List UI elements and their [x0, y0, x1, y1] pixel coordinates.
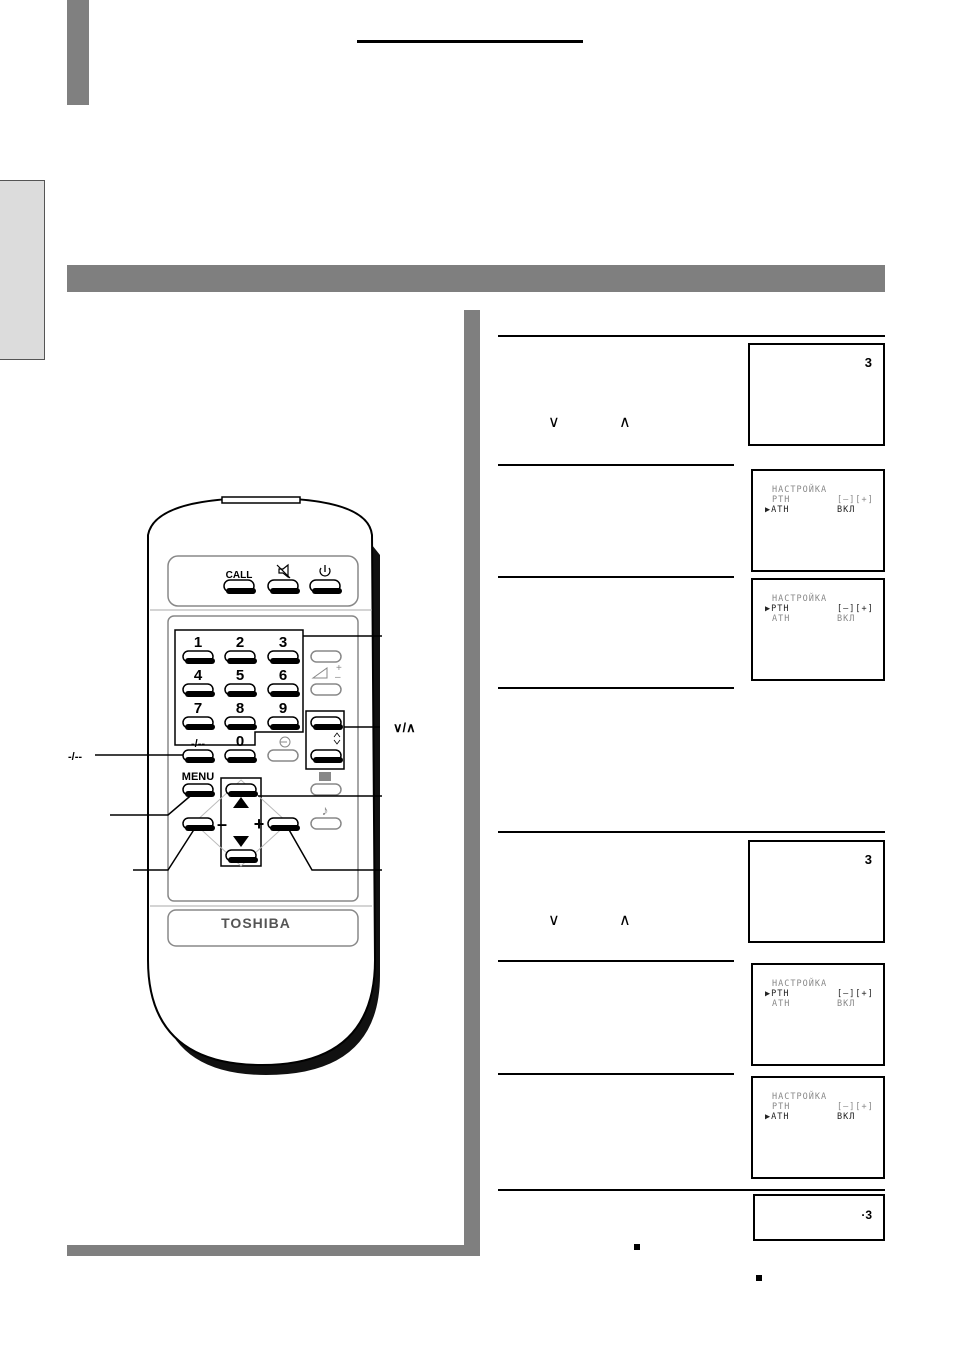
- volume-plus-label: +: [336, 663, 342, 674]
- music-note-icon: ♪: [321, 802, 329, 818]
- digit-1-label: 1: [193, 634, 203, 651]
- plus-label: +: [253, 814, 265, 834]
- section-divider-2: [498, 831, 885, 833]
- section-divider-1: [498, 335, 885, 337]
- step-divider-3: [498, 687, 734, 689]
- channel-number: 3: [864, 355, 872, 370]
- tv-screen-menu-rth: [751, 578, 885, 681]
- osd-row-label-selected: ▶АТН: [765, 505, 790, 515]
- channel-number: 3: [864, 852, 872, 867]
- digit-7-label: 7: [193, 700, 203, 717]
- osd-row-value: ВКЛ: [837, 614, 856, 624]
- call-label: CALL: [225, 570, 253, 581]
- digit-6-label: 6: [278, 667, 288, 684]
- digit-0-label: 0: [235, 733, 245, 750]
- osd-row-label: РТН: [772, 1102, 791, 1112]
- step-divider-1: [498, 464, 734, 466]
- brand-logo: TOSHIBA: [221, 915, 291, 931]
- osd-title: НАСТРОЙКА: [772, 979, 828, 989]
- tv-screen-menu-rth-2: [751, 963, 885, 1066]
- minus-label: –: [216, 814, 228, 834]
- bullet-square-icon: [634, 1244, 640, 1250]
- osd-row-label: РТН: [772, 495, 791, 505]
- tv-screen-channel-1: [748, 343, 885, 446]
- language-side-tab: [0, 180, 45, 360]
- osd-title: НАСТРОЙКА: [772, 594, 828, 604]
- down-arrow-icon: ∨: [548, 910, 560, 929]
- osd-title: НАСТРОЙКА: [772, 485, 828, 495]
- osd-row-value: ВКЛ: [837, 999, 856, 1009]
- digit-4-label: 4: [193, 667, 203, 684]
- digit-5-label: 5: [235, 667, 245, 684]
- picture-icon: [319, 772, 331, 781]
- menu-label: MENU: [181, 771, 215, 783]
- section-header-bar: [67, 265, 885, 292]
- osd-row-label-selected: ▶АТН: [765, 1112, 790, 1122]
- figure-frame-bottom: [67, 1245, 480, 1256]
- up-arrow-icon: ∧: [619, 910, 631, 929]
- osd-row-value: ВКЛ: [837, 505, 856, 515]
- figure-frame-right: [464, 310, 480, 1256]
- step-divider-5: [498, 1073, 734, 1075]
- osd-row-value: ВКЛ: [837, 1112, 856, 1122]
- header-accent-bar: [67, 0, 89, 105]
- digit-8-label: 8: [235, 700, 245, 717]
- osd-row-value: [–][+]: [837, 989, 874, 999]
- menu-button[interactable]: [182, 771, 215, 797]
- step-divider-2: [498, 576, 734, 578]
- digit-9-label: 9: [278, 700, 288, 717]
- osd-row-label: АТН: [772, 614, 791, 624]
- osd-row-label: АТН: [772, 999, 791, 1009]
- program-callout: ∨/∧: [393, 720, 416, 735]
- osd-row-value: [–][+]: [837, 1102, 874, 1112]
- step-divider-4: [498, 960, 734, 962]
- title-underline: [357, 40, 583, 43]
- tv-screen-menu-ath: [751, 469, 885, 572]
- digits-mode-label: -/--: [190, 738, 206, 750]
- osd-row-value: [–][+]: [837, 495, 874, 505]
- channel-number: ·3: [861, 1208, 872, 1222]
- down-arrow-icon: ∨: [548, 412, 560, 431]
- digit-2-label: 2: [235, 634, 245, 651]
- osd-row-label-selected: ▶РТН: [765, 604, 790, 614]
- call-button[interactable]: [224, 570, 256, 594]
- tv-screen-menu-ath-2: [751, 1076, 885, 1179]
- step-divider-6: [498, 1189, 885, 1191]
- digit-3-label: 3: [278, 634, 288, 651]
- up-arrow-icon: ∧: [619, 412, 631, 431]
- tv-screen-channel-stored: [753, 1194, 885, 1241]
- bullet-square-icon: [756, 1275, 762, 1281]
- osd-title: НАСТРОЙКА: [772, 1092, 828, 1102]
- osd-row-label-selected: ▶РТН: [765, 989, 790, 999]
- digits-mode-callout: -/--: [68, 751, 83, 763]
- volume-minus-label: –: [335, 672, 341, 683]
- osd-row-value: [–][+]: [837, 604, 874, 614]
- tv-screen-channel-2: [748, 840, 885, 943]
- remote-control-illustration: [60, 495, 460, 1075]
